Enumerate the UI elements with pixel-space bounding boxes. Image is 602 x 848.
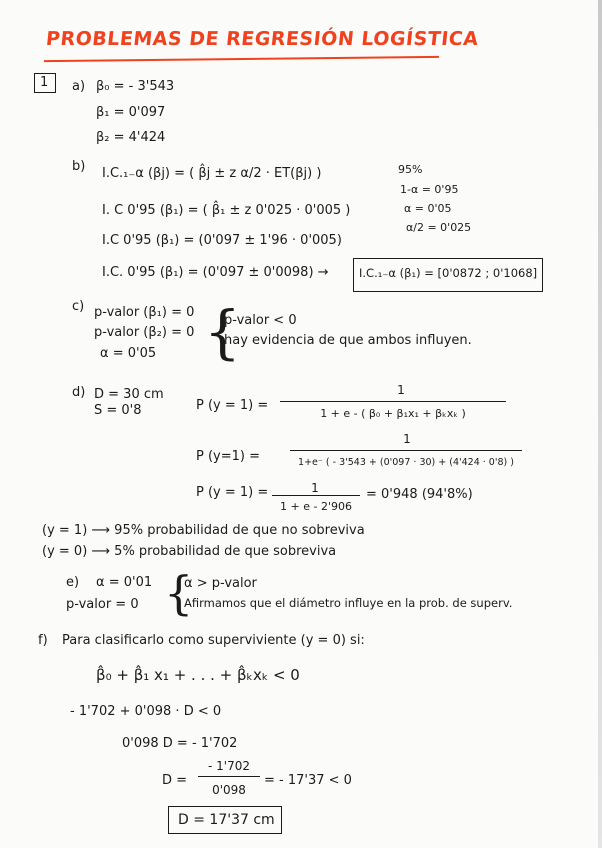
e-conclusion: Afirmamos que el diámetro influye en la prob. de superv. <box>184 596 513 610</box>
pvalue-beta1: p-valor (β₁) = 0 <box>94 305 195 320</box>
c-conclusion-2: hay evidencia de que ambos influyen. <box>224 333 472 348</box>
f-d-den: 0'098 <box>212 783 246 797</box>
prob-formula-line <box>280 401 506 402</box>
diameter-value: D = 30 cm <box>94 387 164 402</box>
section-f-label: f) <box>38 633 48 648</box>
ci-step-3: I.C. 0'95 (β₁) = (0'097 ± 0'0098) → <box>102 265 329 280</box>
c-conclusion-1: p-valor < 0 <box>224 313 297 328</box>
f-d-value: = - 17'37 < 0 <box>264 773 352 788</box>
f-d-line <box>198 776 260 777</box>
s-value: S = 0'8 <box>94 403 142 418</box>
f-intro: Para clasificarlo como superviviente (y = 0) si: <box>62 633 365 648</box>
prob-sub-num: 1 <box>403 432 411 446</box>
prob-sub-lhs: P (y=1) = <box>196 449 260 464</box>
prob-sub-line <box>290 450 522 451</box>
ci-step-2: I.C 0'95 (β₁) = (0'097 ± 1'96 · 0'005) <box>102 233 342 248</box>
f-solve-step: 0'098 D = - 1'702 <box>122 736 238 751</box>
section-d-label: d) <box>72 385 86 400</box>
prob-sub-den: 1+e⁻ ( - 3'543 + (0'097 · 30) + (4'424 · 0'8) ) <box>298 457 514 468</box>
pvalue-beta2: p-valor (β₂) = 0 <box>94 325 195 340</box>
ci-step-1: I. C 0'95 (β₁) = ( β̂₁ ± z 0'025 · 0'005 ) <box>102 203 351 218</box>
beta1-value: β₁ = 0'097 <box>96 105 166 120</box>
prob-formula-den: 1 + e - ( β₀ + β₁x₁ + βₖxₖ ) <box>320 407 466 420</box>
e-comparison: α > p-valor <box>184 576 257 591</box>
brace-c: { <box>204 298 241 366</box>
one-minus-alpha: 1-α = 0'95 <box>400 183 459 196</box>
final-answer: D = 17'37 cm <box>178 812 275 828</box>
section-e-label: e) <box>66 575 80 590</box>
prob-result-den: 1 + e - 2'906 <box>280 500 352 513</box>
interpretation-y0: (y = 0) ⟶ 5% probabilidad de que sobreviva <box>42 544 337 559</box>
f-d-lhs: D = <box>162 773 188 788</box>
significance-alpha: α = 0'05 <box>100 346 157 361</box>
e-alpha: α = 0'01 <box>96 575 153 590</box>
section-a-label: a) <box>72 79 86 94</box>
confidence-level: 95% <box>398 163 423 176</box>
prob-result-value: = 0'948 (94'8%) <box>366 487 473 502</box>
alpha-value: α = 0'05 <box>404 202 452 215</box>
e-pvalue: p-valor = 0 <box>66 597 139 612</box>
page-title: PROBLEMAS DE REGRESIÓN LOGÍSTICA <box>44 28 480 50</box>
ci-formula: I.C.₁₋α (βj) = ( β̂j ± z α/2 · ET(βj) ) <box>102 166 322 181</box>
ci-result: I.C.₁₋α (β₁) = [0'0872 ; 0'1068] <box>359 266 538 280</box>
beta0-value: β₀ = - 3'543 <box>96 79 175 94</box>
f-inequality: β̂₀ + β̂₁ x₁ + . . . + β̂ₖxₖ < 0 <box>96 666 300 684</box>
prob-result-lhs: P (y = 1) = <box>196 485 269 500</box>
interpretation-y1: (y = 1) ⟶ 95% probabilidad de que no sobreviva <box>42 523 365 538</box>
scan-edge <box>598 0 602 848</box>
problem-number: 1 <box>40 75 49 90</box>
prob-formula-lhs: P (y = 1) = <box>196 398 269 413</box>
section-c-label: c) <box>72 299 85 314</box>
prob-formula-num: 1 <box>397 383 405 397</box>
beta2-value: β₂ = 4'424 <box>96 130 166 145</box>
prob-result-num: 1 <box>311 481 319 495</box>
title-underline <box>44 56 439 62</box>
alpha-half: α/2 = 0'025 <box>406 221 472 234</box>
f-d-num: - 1'702 <box>208 759 250 773</box>
f-substituted: - 1'702 + 0'098 · D < 0 <box>70 704 222 719</box>
brace-e: { <box>164 566 194 620</box>
prob-result-line <box>272 495 360 496</box>
section-b-label: b) <box>72 159 86 174</box>
